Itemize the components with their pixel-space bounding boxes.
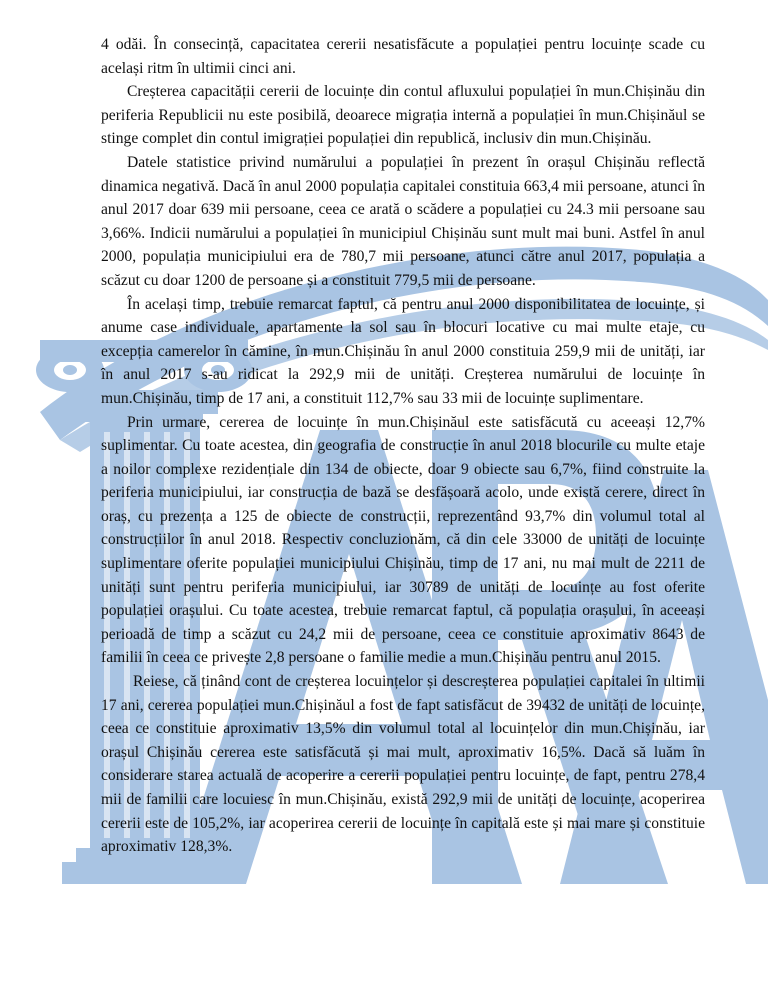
paragraph-6: Reiese, că ținând cont de creșterea locuințelor și descreșterea populației capitalei în ultimii 17 ani, cererea populației mun.Chișinăul a fost de fapt satisfăcut de 39432 de unități de locuințe, ceea ce constituie aproximativ 13,5% din volumul total al locuințelor din mun.Chișinău, iar orașul Chișinău cererea este satisfăcută și mai mult, aproximativ 16,5%. Dacă să luăm în considerare starea actuală de acoperire a cererii populației pentru locuințe, de fapt, pentru 278,4 mii de familii care locuiesc în mun.Chișinău, există 292,9 mii de unități de locuințe, acoperirea cererii este de 105,2%, iar acoperirea cererii de locuințe în capitală este și mai mare și constituie aproximativ 128,3%. xyxy=(101,673,705,856)
paragraph-2: Creșterea capacității cererii de locuințe din contul afluxului populației în mun.Chișinău din periferia Republicii nu este posibilă, deoarece migrația internă a populației în mun.Chișinăul se stinge complet din contul imigrației populației din republică, inclusiv din mun.Chișinău. xyxy=(101,83,705,148)
paragraph-3: Datele statistice privind numărului a populației în prezent în orașul Chișinău reflectă dinamica negativă. Dacă în anul 2000 populația capitalei constituia 663,4 mii persoane, atunci în anul 2017 doar 639 mii persoane, ceea ce arată o scădere a populației cu 24.3 mii persoane sau 3,66%. Indicii numărului a populației în municipiul Chișinău sunt mult mai buni. Astfel în anul 2000, populația municipiului era de 780,7 mii persoane, atunci către anul 2017, populația a scăzut cu doar 1200 de persoane și a constituit 779,5 mii de persoane. xyxy=(101,153,705,289)
paragraph-1: 4 odăi. În consecință, capacitatea cererii nesatisfăcute a populației pentru locuințe scade cu același ritm în ultimii cinci ani. xyxy=(101,36,705,77)
paragraph-4: În același timp, trebuie remarcat faptul, că pentru anul 2000 disponibilitatea de locuințe, și anume case individuale, apartamente la sol sau în blocuri locative cu mai multe etaje, cu excepția camerelor în cămine, în mun.Chișinău în anul 2000 constituia 259,9 mii de unități, iar în anul 2017 s-au ridicat la 292,9 mii de unități. Creșterea numărului de locuințe în mun.Chișinău, timp de 17 ani, a constituit 112,7% sau 33 mii de locuințe suplimentare. xyxy=(101,295,705,407)
document-body xyxy=(101,33,705,859)
paragraph-5: Prin urmare, cererea de locuințe în mun.Chișinăul este satisfăcută cu aceeași 12,7% suplimentar. Cu toate acestea, din geografia de construcție în anul 2018 blocurile cu multe etaje a noilor complexe rezidențiale din 134 de obiecte, doar 9 obiecte sau 6,7%, fiind construite la periferia municipiului, iar construcția de bază se desfășoară acolo, unde există cerere, direct în oraș, cu prezența a 125 de obiecte de construcții, reprezentând 93,7% din volumul total al construcțiilor în anul 2018. Respectiv concluzionăm, că din cele 33000 de unități de locuințe suplimentare oferite populației municipiului Chișinău, timp de 17 ani, nu mai mult de 2211 de unități sunt pentru periferia municipiului, iar 30789 de unități de locuințe au fost oferite populației orașului. Cu toate acestea, trebuie remarcat faptul, că populația orașului, în aceeași perioadă de timp a scăzut cu 24,2 mii de persoane, ceea ce constituie aproximativ 8643 de familii în ceea ce privește 2,8 persoane o familie medie a mun.Chișinău pentru anul 2015. xyxy=(101,413,705,667)
